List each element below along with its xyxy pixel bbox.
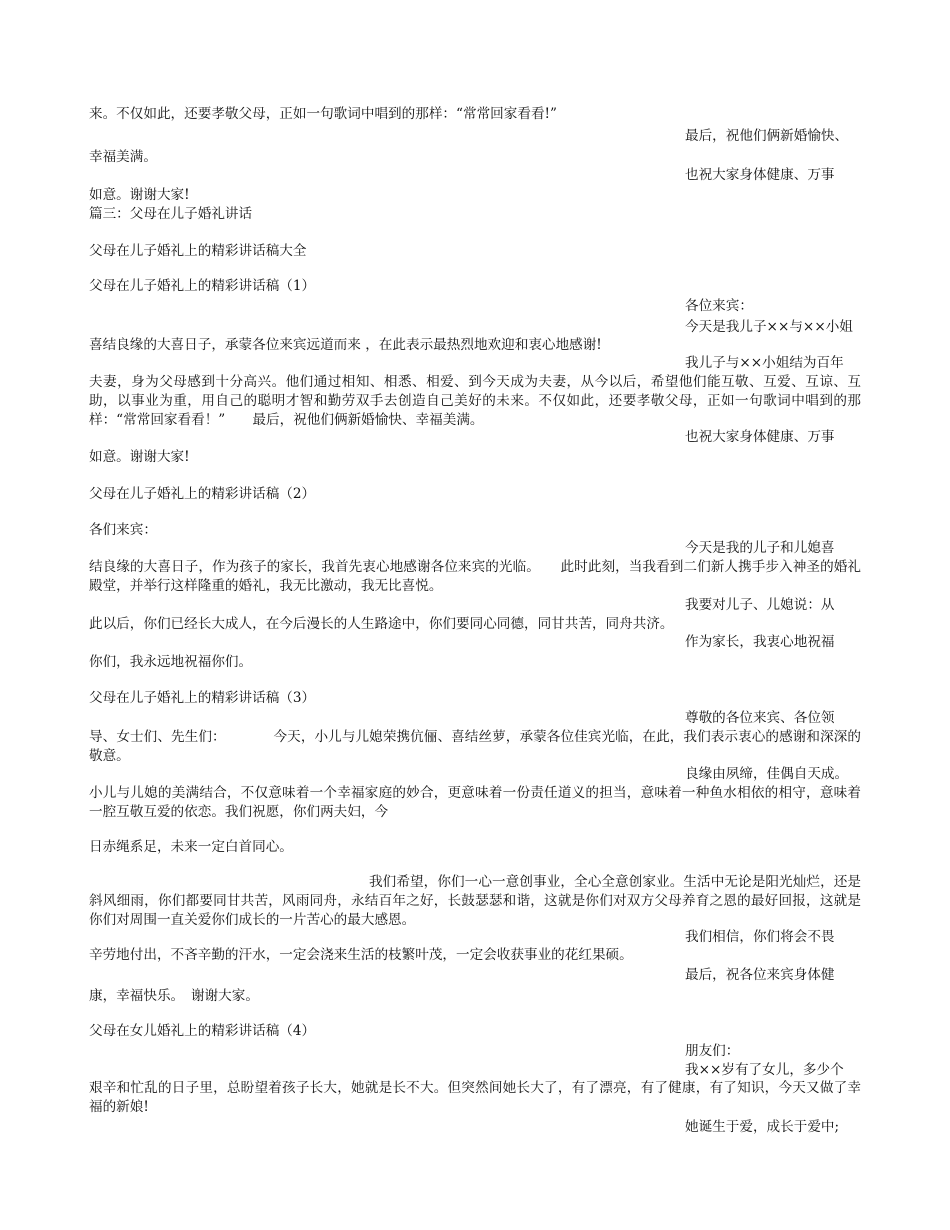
text-line: 来。不仅如此，还要孝敬父母，正如一句歌词中唱到的那样：“常常回家看看!”	[89, 106, 557, 122]
text-line: 你们，我永远地祝福你们。	[89, 654, 253, 670]
paragraph: 导、女士们、先生们： 今天，小儿与儿媳荣携伉俪、喜结丝萝，承蒙各位佳宾光临，在此，我们表示衷心的感谢和深深的敬意。	[89, 729, 861, 764]
text-line: 我××岁有了女儿，多少个	[685, 1062, 844, 1078]
text-line: 尊敬的各位来宾、各位领	[685, 710, 835, 726]
text-line: 今天是我的儿子和儿媳喜	[685, 540, 835, 556]
paragraph: 艰辛和忙乱的日子里，总盼望着孩子长大，她就是长不大。但突然间她长大了，有了漂亮，有了健康，有了知识，今天又做了幸福的新娘!	[89, 1080, 861, 1115]
speech-heading: 父母在儿子婚礼上的精彩讲话稿（1）	[89, 278, 316, 294]
text-line: 良缘由夙缔，佳偶自天成。	[685, 766, 849, 782]
section-heading: 篇三：父母在儿子婚礼讲话	[89, 206, 253, 222]
text-line: 辛劳地付出，不吝辛勤的汗水，一定会浇来生活的枝繁叶茂，一定会收获事业的花红果硕。	[89, 947, 633, 963]
text-line: 日赤绳系足，未来一定白首同心。	[89, 839, 293, 855]
paragraph: 小儿与儿媳的美满结合，不仅意味着一个幸福家庭的妙合，更意味着一份责任道义的担当，意味着一种鱼水相依的相守，意味着一腔互敬互爱的依恋。我们祝愿，你们两夫妇，今	[89, 785, 861, 820]
document-title: 父母在儿子婚礼上的精彩讲话稿大全	[89, 243, 307, 259]
text-line: 幸福美满。	[89, 149, 157, 165]
text-line: 也祝大家身体健康、万事	[685, 429, 835, 445]
speech-heading: 父母在儿子婚礼上的精彩讲话稿（2）	[89, 486, 316, 502]
text-line: 她诞生于爱，成长于爱中;	[685, 1119, 840, 1135]
text-line: 此以后，你们已经长大成人，在今后漫长的人生路途中，你们要同心同德，同甘共苦，同舟共济。	[89, 616, 674, 632]
text-line: 我儿子与××小姐结为百年	[685, 355, 844, 371]
text-line: 今天是我儿子××与××小姐	[685, 319, 853, 335]
text-line: 也祝大家身体健康、万事	[685, 167, 835, 183]
text-line: 各们来宾：	[89, 522, 157, 538]
text-line: 我们相信，你们将会不畏	[685, 929, 835, 945]
paragraph: 我们希望，你们一心一意创事业，全心全意创家业。生活中无论是阳光灿烂，还是斜风细雨，你们都要同甘共苦，风雨同舟，永结百年之好，长鼓瑟瑟和谐，这就是你们对双方父母养育之恩的最好回报，这就是你们对周围一直关爱你们成长的一片苦心的最大感恩。	[89, 874, 861, 928]
text-line: 我要对儿子、儿媳说：从	[685, 597, 835, 613]
text-line: 最后，祝他们俩新婚愉快、	[685, 128, 849, 144]
text-line: 喜结良缘的大喜日子，承蒙各位来宾远道而来 ，在此表示最热烈地欢迎和衷心地感谢!	[89, 337, 602, 353]
text-line: 如意。谢谢大家!	[89, 449, 190, 465]
speech-heading: 父母在儿子婚礼上的精彩讲话稿（3）	[89, 690, 316, 706]
text-line: 作为家长，我衷心地祝福	[685, 634, 835, 650]
text-line: 朋友们：	[685, 1043, 740, 1059]
text-line: 各位来宾：	[685, 298, 753, 314]
text-line: 如意。谢谢大家!	[89, 187, 190, 203]
text-line: 最后，祝各位来宾身体健	[685, 967, 835, 983]
text-line: 康，幸福快乐。 谢谢大家。	[89, 988, 259, 1004]
paragraph: 夫妻，身为父母感到十分高兴。他们通过相知、相悉、相爱、到今天成为夫妻，从今以后，希望他们能互敬、互爱、互谅、互助，以事业为重，用自己的聪明才智和勤劳双手去创造自己美好的未来。不仅如此，还要孝敬父母，正如一句歌词中唱到的那样：“常常回家看看！” 最后，祝他们俩新婚愉快、幸福美满。	[89, 374, 861, 428]
paragraph: 结良缘的大喜日子，作为孩子的家长，我首先衷心地感谢各位来宾的光临。 此时此刻，当我看到二们新人携手步入神圣的婚礼殿堂，并举行这样隆重的婚礼，我无比激动，我无比喜悦。	[89, 559, 861, 594]
speech-heading: 父母在女儿婚礼上的精彩讲话稿（4）	[89, 1023, 316, 1039]
